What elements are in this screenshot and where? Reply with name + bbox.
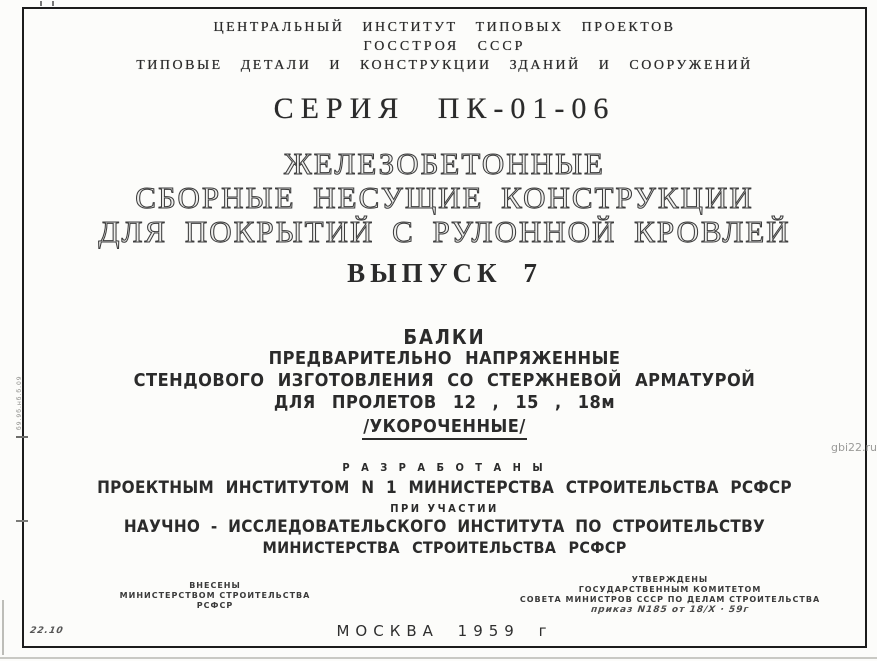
submitted-ministry: МИНИСТЕРСТВОМ СТРОИТЕЛЬСТВА	[119, 591, 311, 600]
margin-handwritten-note: б9.9б.нб.б.09	[16, 375, 23, 430]
approved-heading: УТВЕРЖДЕНЫ	[631, 575, 709, 584]
registration-tick-marks	[40, 1, 54, 6]
subject-shortened: /УКОРОЧЕННЫЕ/	[362, 416, 527, 440]
main-title-line-2: СБОРНЫЕ НЕСУЩИЕ КОНСТРУКЦИИ	[135, 180, 754, 215]
approved-council: СОВЕТА МИНИСТРОВ СССР ПО ДЕЛАМ СТРОИТЕЛЬСТВА	[519, 595, 821, 604]
series-title: СЕРИЯ ПК-01-06	[273, 92, 616, 125]
scan-edge-artifact	[0, 657, 877, 659]
subject-bench-made: СТЕНДОВОГО ИЗГОТОВЛЕНИЯ СО СТЕРЖНЕВОЙ АРМАТУРОЙ	[133, 370, 756, 391]
submitted-stamp	[85, 581, 345, 611]
typical-details-line: ТИПОВЫЕ ДЕТАЛИ И КОНСТРУКЦИИ ЗДАНИЙ И СООРУЖЕНИЙ	[136, 58, 753, 73]
developed-by-block	[24, 461, 865, 558]
subject-beams: БАЛКИ	[403, 325, 486, 349]
subject-block	[24, 326, 865, 440]
developed-heading: Р А З Р А Б О Т А Н Ы	[342, 461, 547, 474]
subject-prestressed: ПРЕДВАРИТЕЛЬНО НАПРЯЖЕННЫЕ	[268, 348, 621, 369]
approved-stamp	[515, 575, 825, 615]
gosstroy-line: ГОССТРОЯ СССР	[363, 39, 526, 54]
main-title-line-3: ДЛЯ ПОКРЫТИЙ С РУЛОННОЙ КРОВЛЕЙ	[98, 214, 791, 249]
site-watermark: gbi22.ru	[831, 441, 877, 454]
approved-committee: ГОСУДАРСТВЕННЫМ КОМИТЕТОМ	[578, 585, 762, 594]
submitted-heading: ВНЕСЕНЫ	[189, 581, 241, 590]
institute-header	[24, 18, 865, 75]
issue-number: ВЫПУСК 7	[347, 258, 542, 288]
main-title	[24, 147, 865, 249]
approved-order-note: приказ N185 от 18/X · 59г	[590, 605, 750, 615]
subject-shortened-wrap	[24, 416, 865, 440]
developed-research-institute: НАУЧНО - ИССЛЕДОВАТЕЛЬСКОГО ИНСТИТУТА ПО СТРОИТЕЛЬСТВУ	[123, 517, 766, 537]
city-year-line: МОСКВА 1959 г	[336, 622, 553, 640]
developed-institute: ПРОЕКТНЫМ ИНСТИТУТОМ N 1 МИНИСТЕРСТВА СТРОИТЕЛЬСТВА РСФСР	[97, 478, 792, 498]
institute-name: ЦЕНТРАЛЬНЫЙ ИНСТИТУТ ТИПОВЫХ ПРОЕКТОВ	[213, 20, 676, 35]
subject-spans: ДЛЯ ПРОЛЕТОВ 12 , 15 , 18м	[273, 392, 616, 413]
scan-edge-artifact	[2, 600, 4, 655]
developed-with-participation: ПРИ УЧАСТИИ	[390, 502, 499, 515]
developed-ministry: МИНИСТЕРСТВА СТРОИТЕЛЬСТВА РСФСР	[262, 538, 627, 557]
corner-handwritten-note: 22.10	[29, 626, 65, 636]
main-title-line-1: ЖЕЛЕЗОБЕТОННЫЕ	[284, 146, 605, 181]
submitted-rsfsr: РСФСР	[196, 601, 234, 610]
